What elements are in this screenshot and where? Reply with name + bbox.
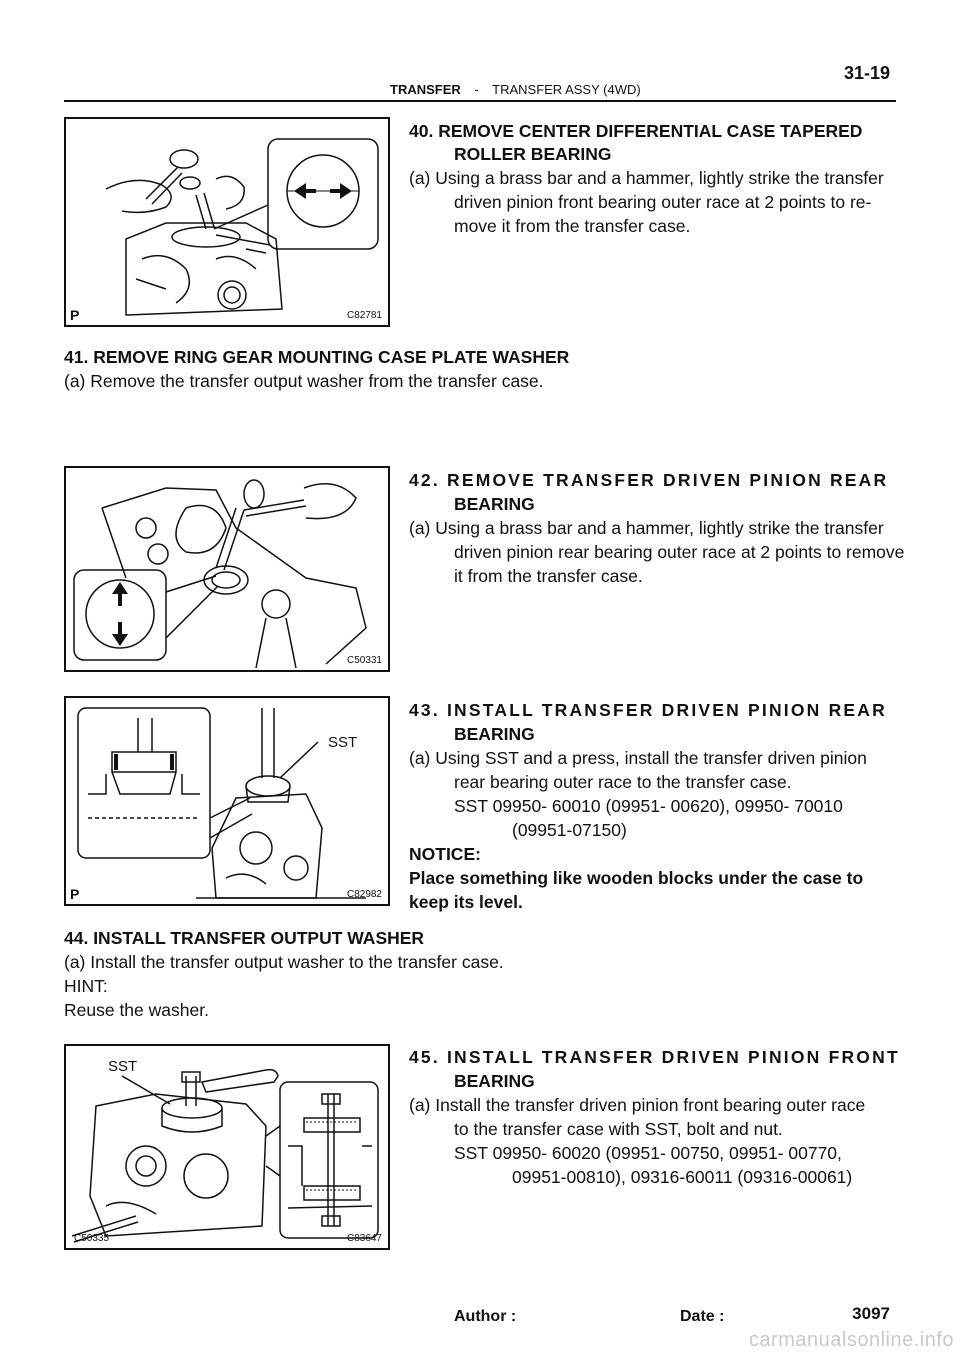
figure-3-illustration — [66, 698, 388, 904]
step-43-notice: Place something like wooden blocks under the case to — [409, 868, 864, 888]
step-40-a-line2: driven pinion front bearing outer race at 2 points to re- — [454, 192, 872, 212]
figure-4-id-right: C83647 — [346, 1233, 382, 1244]
step-43-a-line2: rear bearing outer race to the transfer case. — [454, 772, 792, 792]
figure-2-id: C50331 — [346, 655, 382, 666]
figure-3-sst-label: SST — [328, 734, 358, 751]
step-44-title: 44. INSTALL TRANSFER OUTPUT WASHER — [64, 928, 425, 948]
step-42-a-line3: it from the transfer case. — [454, 566, 643, 586]
header-section: TRANSFER — [390, 82, 461, 97]
step-43-notice-line2: keep its level. — [409, 892, 523, 912]
step-43-sst-line2: (09951-07150) — [512, 820, 627, 840]
step-44-hint-label: HINT: — [64, 976, 108, 996]
step-45-a-line2: to the transfer case with SST, bolt and nut. — [454, 1119, 783, 1139]
step-42-a-line2: driven pinion rear bearing outer race at 2 points to remove — [454, 542, 905, 562]
figure-1-illustration — [66, 119, 388, 325]
watermark: carmanualsonline.info — [748, 1329, 954, 1351]
figure-1-p-mark: P — [70, 307, 80, 323]
step-43-a: (a) Using SST and a press, install the transfer driven pinion — [409, 748, 867, 768]
step-40-a-line3: move it from the transfer case. — [454, 216, 691, 236]
figure-1-id: C82781 — [346, 310, 382, 321]
figure-3-p-mark: P — [70, 886, 80, 902]
step-43-title-cont: BEARING — [454, 724, 535, 744]
figure-4-id-left: C50335 — [74, 1233, 110, 1244]
figure-2-illustration — [66, 468, 388, 670]
header-rule — [64, 100, 896, 102]
footer-author-label: Author : — [454, 1308, 517, 1325]
figure-c82982 — [64, 696, 390, 906]
running-header — [390, 82, 641, 97]
step-41-title: 41. REMOVE RING GEAR MOUNTING CASE PLATE WASHER — [64, 347, 570, 367]
header-subsection: TRANSFER ASSY (4WD) — [492, 82, 641, 97]
figure-c83647 — [64, 1044, 390, 1250]
step-43-notice-label: NOTICE: — [409, 844, 481, 864]
step-40-title: 40. REMOVE CENTER DIFFERENTIAL CASE TAPERED — [409, 121, 863, 141]
step-42-a: (a) Using a brass bar and a hammer, lightly strike the transfer — [409, 518, 884, 538]
figure-4-illustration — [66, 1046, 388, 1248]
step-45-title: 45. INSTALL TRANSFER DRIVEN PINION FRONT — [409, 1047, 900, 1067]
step-41-a: (a) Remove the transfer output washer from the transfer case. — [64, 371, 544, 391]
step-45-sst-line2: 09951-00810), 09316-60011 (09316-00061) — [512, 1167, 853, 1187]
step-45-title-cont: BEARING — [454, 1071, 535, 1091]
figure-4-sst-label: SST — [108, 1058, 138, 1075]
header-separator: - — [474, 82, 479, 97]
figure-c50331 — [64, 466, 390, 672]
step-44-hint: Reuse the washer. — [64, 1000, 209, 1020]
page-number: 31-19 — [843, 63, 890, 83]
figure-3-id: C82982 — [346, 889, 382, 900]
step-40-a: (a) Using a brass bar and a hammer, lightly strike the transfer — [409, 168, 884, 188]
step-43-sst: SST 09950- 60010 (09951- 00620), 09950- 70010 — [454, 796, 843, 816]
footer-page-number: 3097 — [852, 1304, 890, 1323]
figure-c82781 — [64, 117, 390, 327]
step-42-title-cont: BEARING — [454, 494, 535, 514]
step-44-a: (a) Install the transfer output washer to the transfer case. — [64, 952, 504, 972]
step-45-sst: SST 09950- 60020 (09951- 00750, 09951- 00770, — [454, 1143, 842, 1163]
step-42-title: 42. REMOVE TRANSFER DRIVEN PINION REAR — [409, 470, 889, 490]
footer-date-label: Date : — [680, 1308, 725, 1325]
step-45-a: (a) Install the transfer driven pinion front bearing outer race — [409, 1095, 866, 1115]
step-43-title: 43. INSTALL TRANSFER DRIVEN PINION REAR — [409, 700, 887, 720]
step-40-title-cont: ROLLER BEARING — [454, 144, 612, 164]
